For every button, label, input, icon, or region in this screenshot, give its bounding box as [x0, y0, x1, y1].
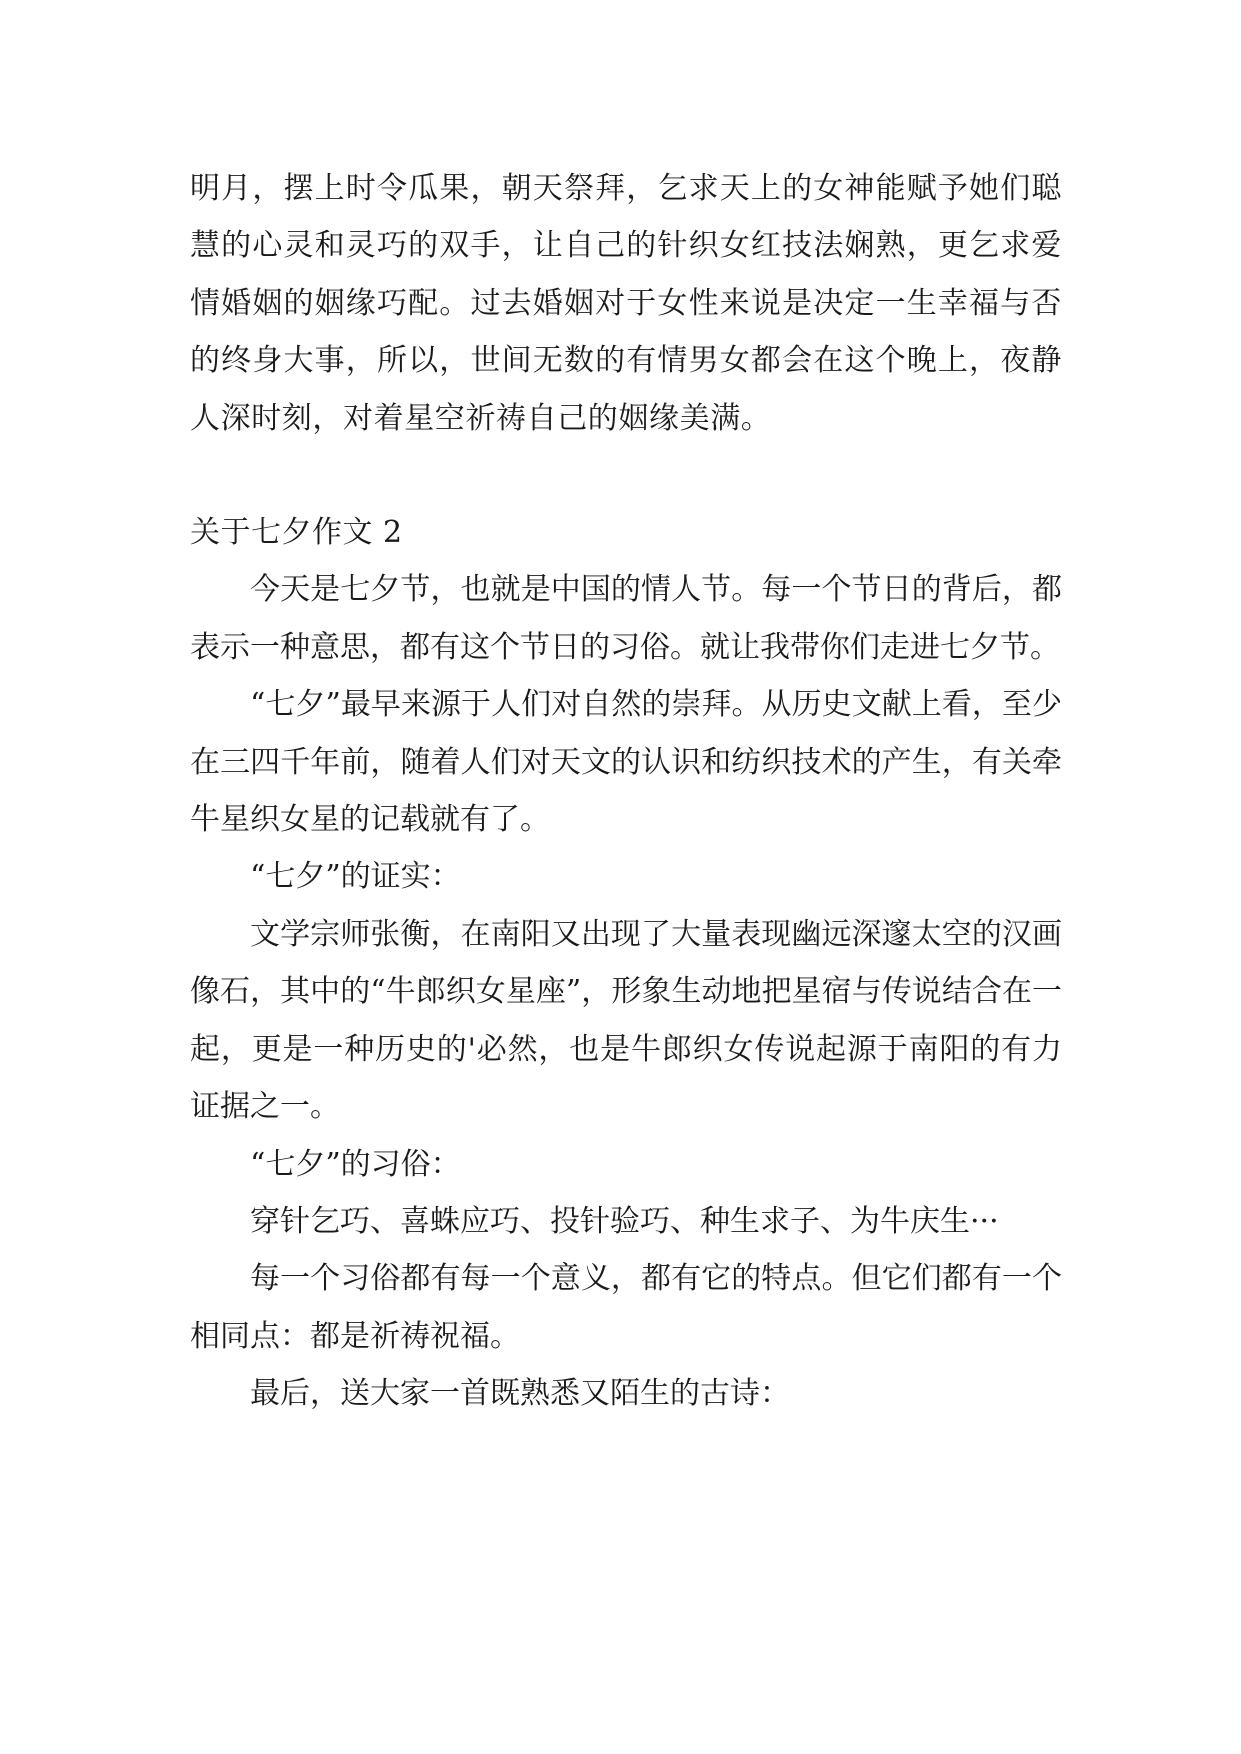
paragraph-3: “七夕”的证实： — [250, 859, 461, 895]
paragraph-8: 最后，送大家一首既熟悉又陌生的古诗： — [250, 1376, 790, 1412]
section-title: 关于七夕作文 2 — [190, 515, 403, 551]
paragraph-7: 每一个习俗都有每一个意义，都有它的特点。但它们都有一个相同点：都是祈祷祝福。 — [190, 1261, 1062, 1354]
intro-paragraph: 明月，摆上时令瓜果，朝天祭拜，乞求天上的女神能赋予她们聪慧的心灵和灵巧的双手，让自己的针织女红技法娴熟，更乞求爱情婚姻的姻缘巧配。过去婚姻对于女性来说是决定一生幸福与否的终身大事，所以，世间无数的有情男女都会在这个晚上，夜静人深时刻，对着星空祈祷自己的姻缘美满。 — [190, 171, 1062, 436]
paragraph-1: 今天是七夕节，也就是中国的情人节。每一个节日的背后，都表示一种意思，都有这个节日的习俗。就让我带你们走进七夕节。 — [190, 572, 1062, 665]
paragraph-4: 文学宗师张衡，在南阳又出现了大量表现幽远深邃太空的汉画像石，其中的“牛郎织女星座”，形象生动地把星宿与传说结合在一起，更是一种历史的'必然，也是牛郎织女传说起源于南阳的有力证据之一。 — [190, 916, 1062, 1125]
paragraph-6: 穿针乞巧、喜蛛应巧、投针验巧、种生求子、为牛庆生··· — [250, 1203, 999, 1239]
document-body — [190, 160, 1062, 1423]
paragraph-gap — [190, 447, 1062, 504]
paragraph-2: “七夕”最早来源于人们对自然的崇拜。从历史文献上看，至少在三四千年前，随着人们对天文的认识和纺织技术的产生，有关牵牛星织女星的记载就有了。 — [190, 687, 1062, 838]
paragraph-5: “七夕”的习俗： — [250, 1146, 461, 1182]
